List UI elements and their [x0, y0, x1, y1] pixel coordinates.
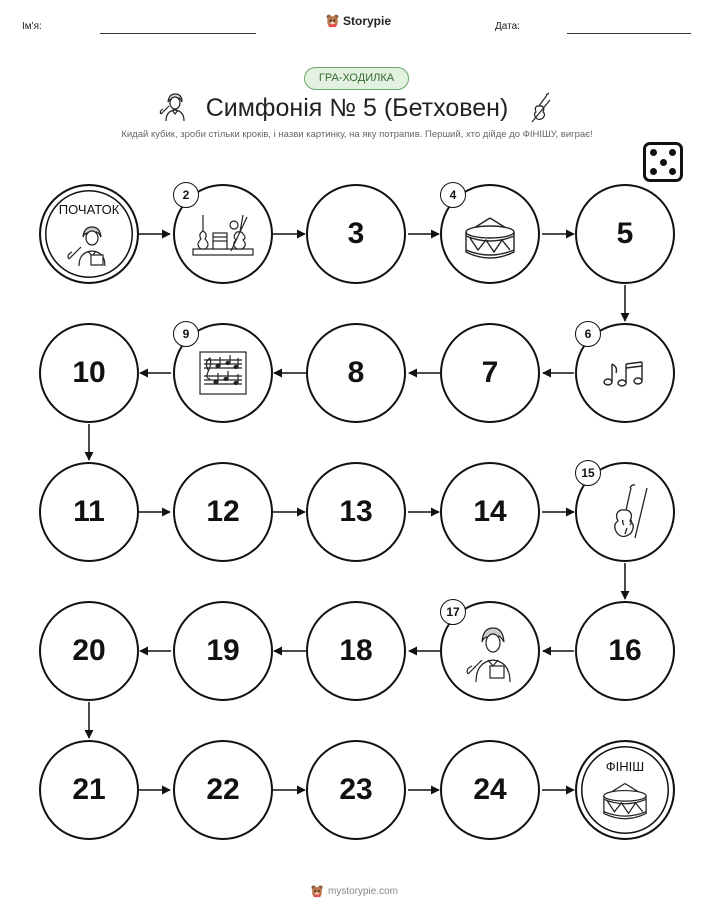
page-title: Симфонія № 5 (Бетховен) [205, 94, 509, 122]
sheet-music-icon [198, 350, 248, 396]
square-number: 22 [206, 773, 240, 806]
square-9 [173, 323, 273, 423]
square-badge: 6 [575, 321, 601, 347]
square-16 [575, 601, 675, 701]
square-7 [440, 323, 540, 423]
square-number: 21 [72, 773, 106, 806]
square-3 [306, 184, 406, 284]
square-14 [440, 462, 540, 562]
square-number: 5 [616, 217, 634, 250]
square-number: 3 [347, 217, 365, 250]
square-number: 16 [608, 634, 642, 667]
square-number: 8 [347, 356, 365, 389]
drum-icon [598, 780, 652, 824]
square-number: 10 [72, 356, 106, 389]
square-number: 7 [481, 356, 499, 389]
square-number: 18 [339, 634, 373, 667]
square-21 [39, 740, 139, 840]
square-5 [575, 184, 675, 284]
square-17 [440, 601, 540, 701]
square-13 [306, 462, 406, 562]
square-badge: 4 [440, 182, 466, 208]
composer-icon [65, 225, 113, 267]
square-22 [173, 740, 273, 840]
square-6 [575, 323, 675, 423]
square-number: 19 [206, 634, 240, 667]
square-11 [39, 462, 139, 562]
brand-name: Storypie [343, 13, 392, 28]
finish-square [575, 740, 675, 840]
start-square [39, 184, 139, 284]
square-24 [440, 740, 540, 840]
square-2 [173, 184, 273, 284]
start-label: ПОЧАТОК [58, 202, 120, 217]
square-number: 24 [473, 773, 507, 806]
violin-icon [609, 482, 649, 542]
square-18 [306, 601, 406, 701]
square-badge: 9 [173, 321, 199, 347]
square-number: 11 [73, 495, 105, 528]
game-type-badge: ГРА-ХОДИЛКА [304, 67, 409, 90]
square-number: 12 [206, 495, 240, 528]
square-4 [440, 184, 540, 284]
drum-icon [460, 214, 520, 264]
square-number: 13 [339, 495, 373, 528]
square-badge: 2 [173, 182, 199, 208]
square-8 [306, 323, 406, 423]
finish-label: ФІНІШ [605, 759, 645, 774]
square-badge: 15 [575, 460, 601, 486]
square-20 [39, 601, 139, 701]
music-notes-icon [602, 358, 648, 388]
instruments-icon [191, 211, 255, 257]
square-10 [39, 323, 139, 423]
date-label: Дата: [495, 21, 520, 32]
square-number: 20 [72, 634, 106, 667]
composer-icon [464, 626, 516, 684]
footer-url[interactable]: mystorypie.com [328, 885, 399, 897]
square-badge: 17 [440, 599, 466, 625]
name-label: Ім'я: [22, 21, 42, 32]
square-19 [173, 601, 273, 701]
square-23 [306, 740, 406, 840]
square-12 [173, 462, 273, 562]
bear-icon [310, 884, 324, 898]
square-number: 23 [339, 773, 373, 806]
instructions-text: Кидай кубик, зроби стільки кроків, і назви картинку, на яку потрапив. Перший, хто дійде до ФІНІШУ, виграє! [121, 129, 593, 140]
square-15 [575, 462, 675, 562]
footer [310, 884, 398, 898]
square-number: 14 [473, 495, 507, 528]
